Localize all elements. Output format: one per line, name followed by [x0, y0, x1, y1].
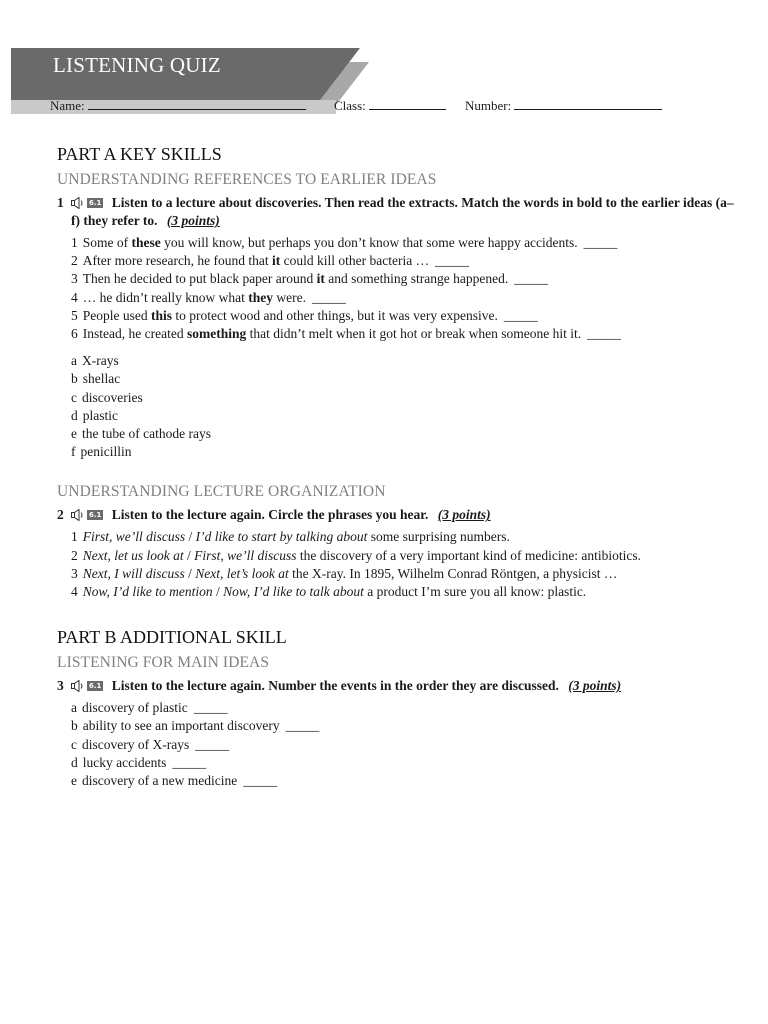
answer-blank[interactable]: _____	[195, 736, 229, 752]
speaker-icon	[71, 197, 85, 209]
item-text: you will know, but perhaps you don’t know that some were happy accidents.	[160, 235, 578, 250]
question-number: 3	[57, 678, 64, 694]
option-letter: e	[71, 426, 77, 442]
bold-word: these	[131, 235, 161, 250]
item-number: 5	[71, 307, 78, 323]
item-text: lucky accidents	[82, 754, 167, 770]
number-line	[514, 98, 662, 110]
item-number: 6	[71, 326, 78, 342]
option-text: shellac	[82, 371, 121, 387]
option-item	[71, 443, 737, 461]
points-label: (3 points)	[166, 213, 220, 228]
list-item: 4 Now, I’d like to mention / Now, I’d like to talk about a product I’m sure you all know: plastic.	[71, 583, 737, 601]
item-number: 2	[71, 547, 78, 563]
quiz-title: LISTENING QUIZ	[53, 53, 221, 77]
answer-blank[interactable]: _____	[583, 235, 618, 250]
class-label: Class:	[334, 98, 366, 113]
option-letter: c	[71, 389, 77, 405]
answer-blank[interactable]: _____	[285, 718, 320, 734]
list-item	[71, 289, 737, 307]
item-letter: d	[71, 754, 78, 770]
audio-track[interactable]	[71, 509, 103, 521]
name-line	[88, 98, 306, 110]
item-number: 1	[71, 235, 78, 250]
option-letter: a	[71, 353, 77, 369]
part-a-title: PART A KEY SKILLS	[57, 144, 222, 164]
item-letter: b	[71, 718, 78, 734]
item-text: People used	[82, 307, 151, 323]
phrase-option[interactable]: Now, I’d like to mention	[82, 584, 213, 600]
track-badge: 6.1	[89, 199, 102, 207]
list-item	[71, 772, 737, 790]
item-letter: a	[71, 700, 77, 716]
list-item	[71, 270, 737, 288]
answer-blank[interactable]: _____	[172, 754, 207, 770]
option-text: discoveries	[82, 389, 143, 405]
section-2-title: UNDERSTANDING LECTURE ORGANIZATION	[57, 483, 386, 501]
phrase-option[interactable]: Next, I will discuss	[82, 565, 185, 581]
list-item: 2 Next, let us look at / First, we’ll discuss the discovery of a very important kind of medicine: antibiotics.	[71, 547, 737, 565]
item-number: 3	[71, 565, 78, 581]
item-text: discovery of a new medicine	[82, 773, 238, 789]
number-label: Number:	[465, 98, 512, 113]
option-item	[71, 425, 737, 443]
item-text: discovery of X-rays	[82, 736, 190, 752]
instruction-text: Listen to the lecture again. Circle the phrases you hear.	[111, 507, 429, 523]
item-text: that didn’t melt when it got hot or break when someone hit it.	[246, 326, 582, 342]
item-text: were.	[272, 289, 306, 305]
item-number: 1	[71, 529, 78, 545]
item-text: could kill other bacteria …	[280, 253, 430, 269]
name-label: Name:	[50, 98, 85, 113]
event-list	[57, 699, 737, 790]
speaker-icon	[71, 680, 85, 692]
part-b-title: PART B ADDITIONAL SKILL	[57, 627, 287, 648]
list-item	[71, 754, 737, 772]
item-text: and something strange happened.	[324, 271, 509, 287]
bold-word: it	[316, 271, 325, 287]
quiz-content	[57, 144, 737, 790]
instruction-text: Listen to a lecture about discoveries. Then read the extracts. Match the words in bold to the earlier ideas (a–f) they refer to.	[71, 195, 734, 228]
phrase-option[interactable]: Now, I’d like to talk about	[223, 584, 364, 600]
item-text: some surprising numbers.	[367, 529, 510, 545]
option-text: the tube of cathode rays	[82, 426, 211, 442]
option-item	[71, 389, 737, 407]
item-letter: e	[71, 773, 77, 789]
item-number: 3	[71, 271, 78, 287]
item-text: Instead, he created	[82, 326, 187, 342]
question-2-instruction	[57, 506, 737, 524]
audio-track[interactable]	[71, 680, 103, 692]
answer-blank[interactable]: _____	[435, 253, 469, 269]
track-badge: 6.1	[89, 511, 102, 520]
answer-blank[interactable]: _____	[243, 773, 277, 789]
list-item	[71, 307, 737, 325]
answer-blank[interactable]: _____	[514, 271, 548, 287]
question-number: 1	[57, 195, 64, 210]
item-text: Then he decided to put black paper around	[82, 271, 317, 287]
bold-word: this	[151, 307, 173, 323]
item-number: 4	[71, 289, 78, 305]
option-letter: d	[71, 407, 78, 423]
speaker-icon	[71, 509, 85, 521]
answer-blank[interactable]: _____	[587, 326, 621, 342]
phrase-option[interactable]: I’d like to start by talking about	[195, 529, 368, 545]
item-text: the X-ray. In 1895, Wilhelm Conrad Röntgen, a physicist …	[288, 565, 618, 581]
extract-list	[57, 234, 737, 343]
list-item	[71, 717, 737, 735]
item-text: ability to see an important discovery	[82, 718, 280, 734]
item-number: 2	[71, 253, 78, 269]
item-letter: c	[71, 736, 77, 752]
option-text: penicillin	[80, 444, 132, 460]
item-text: to protect wood and other things, but it was very expensive.	[172, 307, 498, 323]
section-3-title: LISTENING FOR MAIN IDEAS	[57, 654, 270, 672]
answer-blank[interactable]: _____	[311, 289, 346, 305]
item-text: a product I’m sure you all know: plastic.	[363, 584, 587, 600]
option-letter: b	[71, 371, 78, 387]
list-item	[71, 234, 737, 252]
question-1-instruction	[57, 194, 737, 230]
audio-track[interactable]	[71, 197, 103, 209]
item-text: … he didn’t really know what	[82, 289, 249, 305]
list-item	[71, 325, 737, 343]
list-item	[71, 252, 737, 270]
phrase-option[interactable]: Next, let us look at	[82, 547, 184, 563]
list-item	[71, 736, 737, 754]
item-text: After more research, he found that	[82, 253, 273, 269]
item-text: discovery of plastic	[82, 700, 188, 716]
item-text: Some of	[82, 235, 132, 250]
answer-blank[interactable]: _____	[503, 307, 538, 323]
options-list	[57, 352, 737, 461]
list-item: 3 Next, I will discuss / Next, let’s look at the X-ray. In 1895, Wilhelm Conrad Röntgen, a physicist …	[71, 565, 737, 583]
list-item	[71, 699, 737, 717]
list-item: 1 First, we’ll discuss / I’d like to start by talking about some surprising numbers.	[71, 528, 737, 546]
phrase-option[interactable]: First, we’ll discuss	[194, 547, 297, 563]
phrase-option[interactable]: Next, let’s look at	[195, 565, 289, 581]
item-number: 4	[71, 584, 78, 600]
name-field[interactable]	[50, 98, 85, 114]
instruction-text: Listen to the lecture again. Number the events in the order they are discussed.	[111, 678, 559, 694]
bold-word: they	[248, 289, 273, 305]
class-field[interactable]	[334, 98, 366, 114]
points-label: (3 points)	[568, 678, 622, 694]
track-badge: 6.1	[89, 682, 102, 691]
option-item	[71, 407, 737, 425]
number-field[interactable]	[465, 98, 511, 114]
section-1-title: UNDERSTANDING REFERENCES TO EARLIER IDEAS	[57, 171, 437, 188]
phrase-option[interactable]: First, we’ll discuss	[82, 529, 186, 545]
option-text: plastic	[82, 407, 118, 423]
option-item	[71, 370, 737, 388]
phrase-list	[57, 528, 737, 601]
bold-word: it	[272, 253, 281, 269]
bold-word: something	[186, 326, 247, 342]
points-label: (3 points)	[437, 507, 491, 523]
question-3-instruction	[57, 677, 737, 695]
option-letter: f	[71, 444, 76, 460]
question-number: 2	[57, 507, 64, 523]
class-line	[369, 98, 446, 110]
answer-blank[interactable]: _____	[193, 700, 228, 716]
item-text: the discovery of a very important kind of medicine: antibiotics.	[296, 547, 642, 563]
option-item	[71, 352, 737, 370]
option-text: X-rays	[82, 353, 119, 369]
